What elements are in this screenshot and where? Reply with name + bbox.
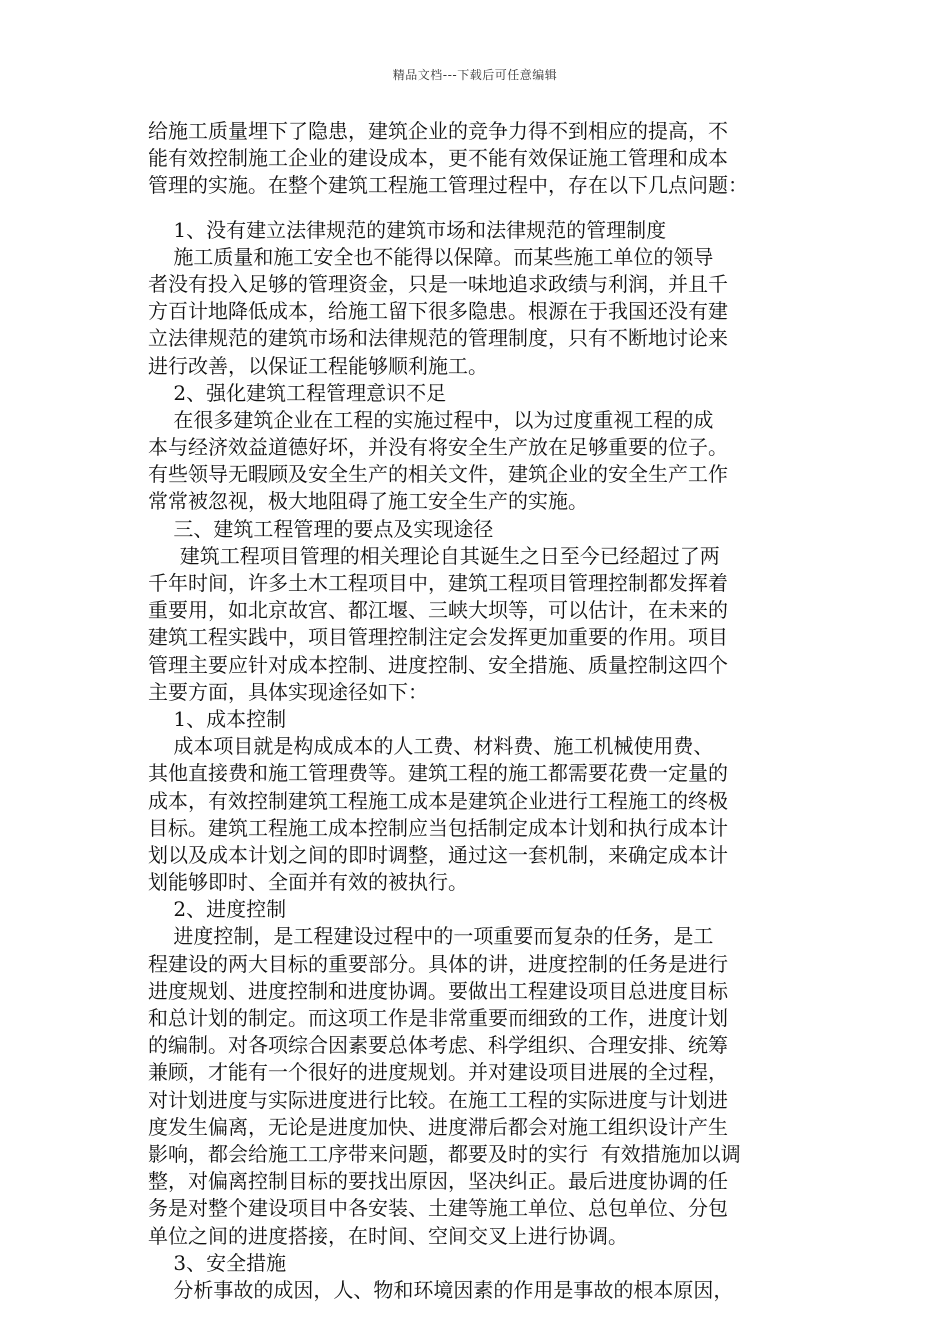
text-line: 对计划进度与实际进度进行比较。在施工工程的实际进度与计划进	[148, 1087, 728, 1112]
section-heading: 3、安全措施	[148, 1250, 287, 1275]
text-line: 施工质量和施工安全也不能得以保障。而某些施工单位的领导	[148, 244, 714, 269]
text-line: 主要方面，具体实现途径如下：	[148, 679, 428, 704]
text-line: 的编制。对各项综合因素要总体考虑、科学组织、合理安排、统筹	[148, 1033, 728, 1058]
text-line: 分析事故的成因，人、物和环境因素的作用是事故的根本原因，	[148, 1277, 734, 1302]
text-line: 程建设的两大目标的重要部分。具体的讲，进度控制的任务是进行	[148, 951, 728, 976]
text-line: 进度规划、进度控制和进度协调。要做出工程建设项目总进度目标	[148, 978, 728, 1003]
text-line: 划能够即时、全面并有效的被执行。	[148, 870, 468, 895]
text-line: 进度控制，是工程建设过程中的一项重要而复杂的任务，是工	[148, 924, 714, 949]
text-line: 和总计划的制定。而这项工作是非常重要而细致的工作，进度计划	[148, 1006, 728, 1030]
text-line: 管理主要应针对成本控制、进度控制、安全措施、质量控制这四个	[148, 652, 728, 677]
text-line: 常常被忽视，极大地阻碍了施工安全生产的实施。	[148, 489, 588, 514]
text-line: 划以及成本计划之间的即时调整，通过这一套机制，来确定成本计	[148, 842, 728, 867]
page-header: 精品文档---下载后可任意编辑	[392, 68, 558, 82]
text-line: 管理的实施。在整个建筑工程施工管理过程中，存在以下几点问题：	[148, 173, 748, 198]
text-line: 成本，有效控制建筑工程施工成本是建筑企业进行工程施工的终极	[148, 788, 728, 813]
text-line: 度发生偏离，无论是进度加快、进度滞后都会对施工组织设计产生	[148, 1114, 728, 1139]
text-line: 有些领导无暇顾及安全生产的相关文件，建筑企业的安全生产工作	[148, 462, 728, 487]
section-heading: 2、强化建筑工程管理意识不足	[148, 380, 447, 405]
section-heading: 1、成本控制	[148, 706, 287, 731]
text-line: 者没有投入足够的管理资金，只是一味地追求政绩与利润，并且千	[148, 271, 728, 296]
text-line: 影响，都会给施工工序带来问题，都要及时的实行 有效措施加以调	[148, 1141, 741, 1166]
text-line: 在很多建筑企业在工程的实施过程中，以为过度重视工程的成	[148, 407, 714, 432]
text-line: 立法律规范的建筑市场和法律规范的管理制度，只有不断地讨论来	[148, 326, 728, 351]
text-line: 目标。建筑工程施工成本控制应当包括制定成本计划和执行成本计	[148, 815, 728, 840]
text-line: 建筑工程实践中，项目管理控制注定会发挥更加重要的作用。项目	[148, 625, 728, 650]
text-line: 重要用，如北京故宫、都江堰、三峡大坝等，可以估计，在未来的	[148, 598, 728, 623]
text-line: 务是对整个建设项目中各安装、土建等施工单位、总包单位、分包	[148, 1196, 728, 1221]
section-heading: 1、没有建立法律规范的建筑市场和法律规范的管理制度	[148, 217, 667, 242]
section-heading: 三、建筑工程管理的要点及实现途径	[148, 516, 494, 541]
document-body	[148, 118, 808, 1304]
text-line: 千年时间，许多土木工程项目中，建筑工程项目管理控制都发挥着	[148, 571, 728, 595]
text-line: 其他直接费和施工管理费等。建筑工程的施工都需要花费一定量的	[148, 761, 728, 786]
text-line: 成本项目就是构成成本的人工费、材料费、施工机械使用费、	[148, 734, 714, 759]
text-line: 兼顾，才能有一个很好的进度规划。并对建设项目进展的全过程，	[148, 1060, 728, 1085]
text-line: 方百计地降低成本，给施工留下很多隐患。根源在于我国还没有建	[148, 299, 728, 324]
paragraph-gap	[148, 200, 808, 217]
text-line: 建筑工程项目管理的相关理论自其诞生之日至今已经超过了两	[148, 543, 720, 568]
text-line: 进行改善，以保证工程能够顺利施工。	[148, 353, 488, 378]
section-heading: 2、进度控制	[148, 897, 287, 922]
text-line: 能有效控制施工企业的建设成本，更不能有效保证施工管理和成本	[148, 146, 728, 171]
text-line: 整，对偏离控制目标的要找出原因，坚决纠正。最后进度协调的任	[148, 1169, 728, 1194]
text-line: 给施工质量埋下了隐患，建筑企业的竞争力得不到相应的提高，不	[148, 119, 728, 143]
text-line: 本与经济效益道德好坏，并没有将安全生产放在足够重要的位子。	[148, 435, 728, 460]
text-line: 单位之间的进度搭接，在时间、空间交叉上进行协调。	[148, 1223, 628, 1248]
